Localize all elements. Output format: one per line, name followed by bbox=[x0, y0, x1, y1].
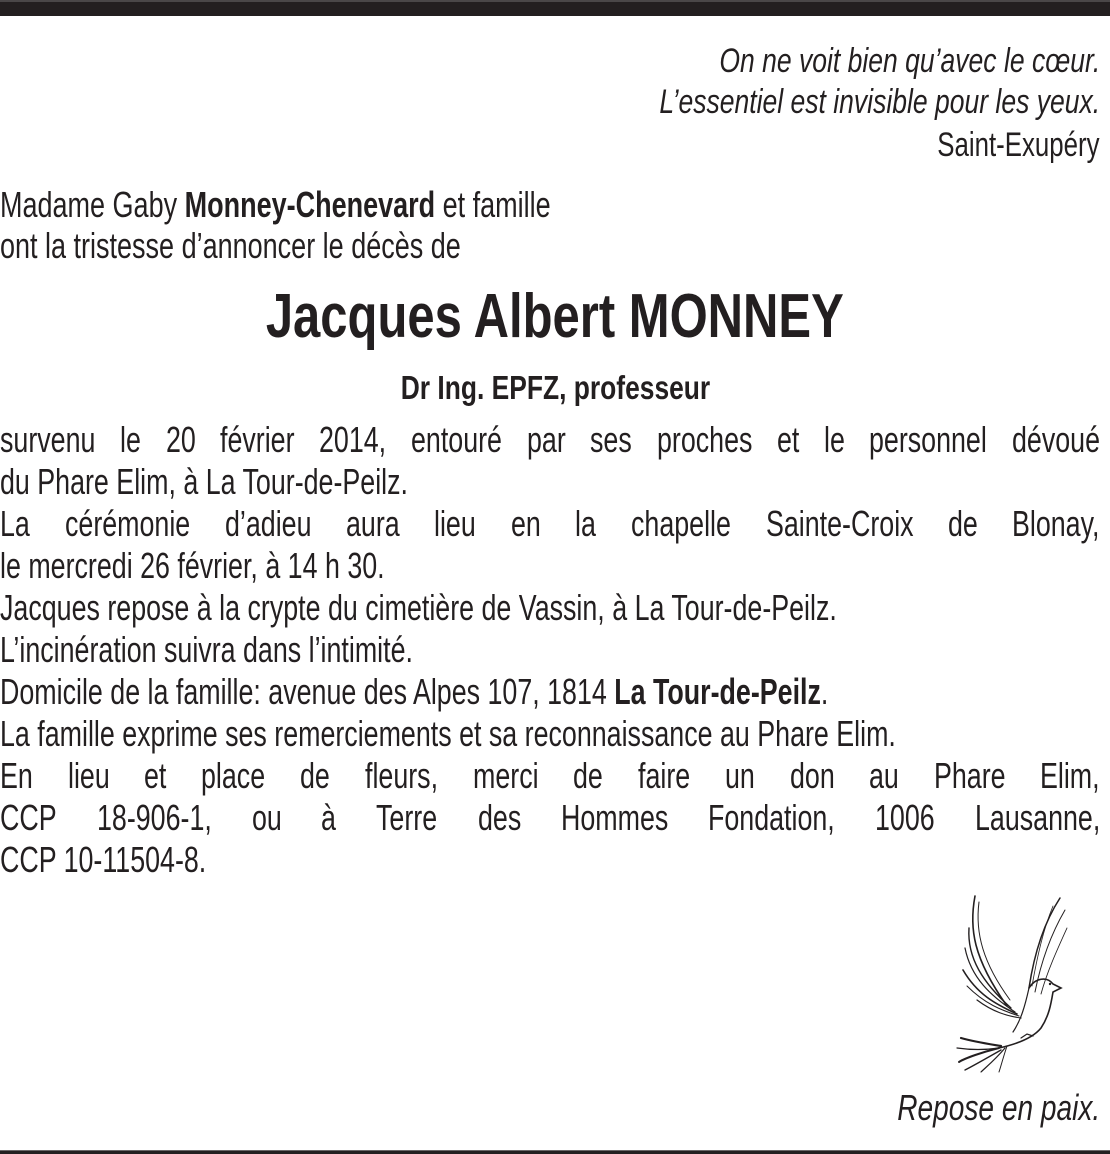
epigraph-author-text: Saint-Exupéry bbox=[937, 126, 1100, 164]
body-text: Jacques repose à la crypte du cimetière de Vassin, à La Tour-de-Peilz. bbox=[0, 587, 837, 628]
word: Lausanne, bbox=[974, 797, 1100, 838]
word: merci bbox=[472, 755, 539, 796]
word: personnel bbox=[869, 419, 988, 460]
word: proches bbox=[656, 419, 753, 460]
body-p7-line-3 bbox=[0, 839, 277, 880]
deceased-title-text: Dr Ing. EPFZ, professeur bbox=[400, 369, 710, 406]
closing-text bbox=[840, 1087, 1100, 1128]
epigraph-author bbox=[886, 128, 1100, 162]
word: En bbox=[0, 755, 33, 796]
word: par bbox=[526, 419, 566, 460]
word: lieu bbox=[67, 755, 110, 796]
word: Phare bbox=[933, 755, 1006, 796]
deceased-name bbox=[0, 282, 1110, 351]
word: cérémonie bbox=[64, 503, 190, 544]
epigraph-line-2 bbox=[535, 85, 1100, 119]
word: à bbox=[321, 797, 337, 838]
announcement-line-1-text bbox=[0, 184, 551, 225]
justified-line bbox=[0, 419, 1100, 460]
address-suffix: . bbox=[820, 671, 829, 712]
word: ses bbox=[590, 419, 633, 460]
word: chapelle bbox=[630, 503, 731, 544]
announcement-line-2 bbox=[0, 225, 614, 266]
word: des bbox=[477, 797, 521, 838]
deceased-name-text: Jacques Albert MONNEY bbox=[266, 282, 844, 351]
word: Terre bbox=[376, 797, 438, 838]
word: La bbox=[0, 503, 30, 544]
announcement-line-1 bbox=[0, 184, 734, 225]
word: don bbox=[789, 755, 835, 796]
word: entouré bbox=[411, 419, 503, 460]
body-text: L’incinération suivra dans l’intimité. bbox=[0, 629, 413, 670]
word: en bbox=[510, 503, 541, 544]
dove-icon bbox=[955, 888, 1075, 1073]
body-p3 bbox=[0, 587, 1110, 628]
deceased-title bbox=[0, 371, 1110, 404]
word: la bbox=[575, 503, 597, 544]
body-text bbox=[0, 671, 829, 712]
word: survenu bbox=[0, 419, 96, 460]
body-text: du Phare Elim, à La Tour-de-Peilz. bbox=[0, 461, 408, 502]
word: Hommes bbox=[560, 797, 669, 838]
body-p7-line-2 bbox=[0, 797, 1100, 838]
word: 1006 bbox=[874, 797, 935, 838]
top-border-bar bbox=[0, 0, 1110, 16]
word: ou bbox=[251, 797, 282, 838]
word: aura bbox=[345, 503, 400, 544]
word: un bbox=[725, 755, 755, 796]
closing-text-content: Repose en paix. bbox=[897, 1087, 1100, 1128]
word: février bbox=[220, 419, 295, 460]
body-p1-line-1 bbox=[0, 419, 1100, 460]
word: 2014, bbox=[319, 419, 387, 460]
announcement-suffix: et famille bbox=[435, 184, 551, 225]
word: CCP bbox=[0, 797, 57, 838]
body-p5 bbox=[0, 671, 1110, 712]
announcement-line-2-text: ont la tristesse d’annoncer le décès de bbox=[0, 225, 461, 266]
town-bold: La Tour-de-Peilz bbox=[614, 671, 821, 712]
bottom-border-bar bbox=[0, 1150, 1110, 1154]
word: place bbox=[201, 755, 266, 796]
epigraph-text-2: L’essentiel est invisible pour les yeux. bbox=[659, 83, 1100, 121]
word: et bbox=[144, 755, 167, 796]
word: de bbox=[947, 503, 978, 544]
word: faire bbox=[638, 755, 691, 796]
justified-line bbox=[0, 503, 1100, 544]
body-p6 bbox=[0, 713, 1110, 754]
epigraph-text-1: On ne voit bien qu’avec le cœur. bbox=[719, 42, 1100, 80]
word: Fondation, bbox=[708, 797, 835, 838]
word: de bbox=[300, 755, 331, 796]
justified-line bbox=[0, 755, 1100, 796]
word: Blonay, bbox=[1012, 503, 1100, 544]
word: Elim, bbox=[1040, 755, 1100, 796]
word: dévoué bbox=[1011, 419, 1100, 460]
word: lieu bbox=[434, 503, 476, 544]
body-p4 bbox=[0, 629, 554, 670]
address-prefix: Domicile de la famille: avenue des Alpes 107, 1814 bbox=[0, 671, 615, 712]
word: de bbox=[573, 755, 604, 796]
justified-line bbox=[0, 797, 1100, 838]
word: Sainte-Croix bbox=[765, 503, 914, 544]
body-p2-line-2 bbox=[0, 545, 516, 586]
word: fleurs, bbox=[365, 755, 439, 796]
body-p1-line-2 bbox=[0, 461, 548, 502]
body-text: La famille exprime ses remerciements et sa reconnaissance au Phare Elim. bbox=[0, 713, 896, 754]
word: et bbox=[776, 419, 800, 460]
word: le bbox=[823, 419, 845, 460]
word: 20 bbox=[165, 419, 196, 460]
word: d’adieu bbox=[224, 503, 312, 544]
body-text: le mercredi 26 février, à 14 h 30. bbox=[0, 545, 385, 586]
word: le bbox=[120, 419, 141, 460]
word: 18-906-1, bbox=[96, 797, 212, 838]
body-text: CCP 10-11504-8. bbox=[0, 839, 207, 880]
word: au bbox=[869, 755, 900, 796]
body-p7-line-1 bbox=[0, 755, 1100, 796]
announcement-prefix: Madame Gaby bbox=[0, 184, 185, 225]
epigraph-line-1 bbox=[612, 44, 1100, 78]
body-p2-line-1 bbox=[0, 503, 1100, 544]
family-name-bold: Monney-Chenevard bbox=[184, 184, 436, 225]
